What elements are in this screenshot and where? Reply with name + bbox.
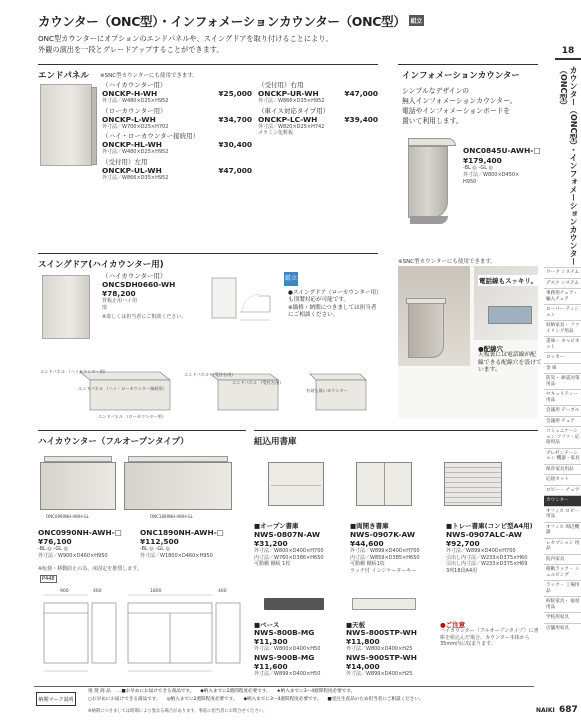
side-nav-item[interactable]: 院内家具 xyxy=(544,554,581,565)
product-row xyxy=(258,89,378,98)
product-code: ONCKP-UR-WH xyxy=(258,89,319,98)
desc-line: 無人インフォメーションカウンター。 xyxy=(402,97,517,105)
legend-cell: ◎納入までに2週間程度必要です。 xyxy=(166,697,238,702)
product-code: ONCKP-UL-WH xyxy=(102,165,162,175)
product-price: ¥11,300 xyxy=(254,637,288,646)
swing-door-price: ¥78,200 xyxy=(102,289,136,298)
legend-label: 納期マーク説明 xyxy=(36,692,76,706)
dim-label: 1800 xyxy=(150,589,162,594)
side-nav-item[interactable]: ラック・ 工場用品 xyxy=(544,580,581,596)
end-panel-item xyxy=(102,107,252,131)
high-counter-price-2: ¥112,500 xyxy=(140,537,179,546)
end-panel-list-left xyxy=(102,81,252,183)
chapter-vertical-title: カウンター（ONC型）・インフォメーションカウンター（ONC型） xyxy=(559,66,578,266)
storage-dims: 外寸法／W800×D400×H700 xyxy=(254,548,324,554)
info-counter-colors: -BL ◎ -GL ◎ xyxy=(463,165,493,171)
product-dims: 外寸法／W866×D35×H952 xyxy=(258,98,325,104)
side-nav-item[interactable]: 防災・ 耐震対策用品 xyxy=(544,373,581,389)
swing-door-name: （ハイカウンター用） xyxy=(102,272,167,280)
high-counter-image-1 xyxy=(40,456,120,512)
info-counter-note: ※SNC型カウンターにも使用できます。 xyxy=(398,259,496,265)
option-line: にご相談ください。 xyxy=(288,311,339,318)
caution-title: ●ご注意 xyxy=(440,621,466,629)
page-title: カウンター（ONC型）・インフォメーションカウンター（ONC型） 組立 xyxy=(38,14,422,29)
side-nav-item[interactable]: コミュニケーション ソファ・応接用品 xyxy=(544,426,581,448)
product-dims: 外寸法／W700×D25×H702 xyxy=(102,123,169,130)
side-nav-item[interactable]: ローパー ティション xyxy=(544,304,581,320)
tray-storage-image xyxy=(438,458,518,514)
info-counter-desc xyxy=(402,86,516,126)
side-nav-item[interactable]: 事務用チェア・ 輸入チェア xyxy=(544,288,581,304)
product-dims: 外寸法／W800×D400×H25 xyxy=(346,646,413,652)
side-nav-item[interactable]: 保育家具用品 xyxy=(544,464,581,475)
legend-cell: ◆納入までに2週間程度必要です。 xyxy=(200,689,271,694)
dim-label: 460 xyxy=(93,589,102,594)
option-line: ●スイングドア（ローカウンター用） xyxy=(288,290,382,296)
legend-rows xyxy=(88,688,538,704)
high-counter-image-2 xyxy=(124,456,236,512)
divider xyxy=(398,64,538,65)
base-type: ■ベース xyxy=(254,621,280,629)
product-row xyxy=(102,89,252,98)
product-name: （ローカウンター用） xyxy=(102,106,167,115)
storage-dims: ラッチ付 インジケーターキー xyxy=(350,567,417,574)
storage-dims: 引出し内寸法／W233×D375×H69 xyxy=(446,561,528,567)
storage-type: ■両開き書庫 xyxy=(350,522,389,530)
storage-code: NWS-0907ALC-AW xyxy=(446,530,522,539)
product-name: （車イス対応タイプ用） xyxy=(258,106,330,115)
top-type: ■天板 xyxy=(346,621,366,629)
storage-dims: 可動棚 棚板1枚 xyxy=(350,561,385,567)
product-price: ¥11,800 xyxy=(346,637,380,646)
page-number: 687 xyxy=(559,705,578,715)
info-counter-dims xyxy=(463,172,519,185)
product-price: ¥11,600 xyxy=(254,661,288,671)
base-image xyxy=(264,598,324,610)
side-nav-item[interactable]: カウンター xyxy=(544,495,581,506)
info-counter-photos xyxy=(398,266,538,418)
side-nav-item[interactable]: 店舗用家具 xyxy=(544,623,581,634)
storage-price: ¥44,600 xyxy=(350,539,384,548)
storage-dims: 3列18段A4用 xyxy=(446,567,478,574)
side-nav-item[interactable]: 書庫・ キャビネット xyxy=(544,336,581,352)
side-nav-item[interactable]: 移動ラック・ シェルビング xyxy=(544,564,581,580)
desc-line: 電話やインフォメーションボードを xyxy=(402,107,511,115)
product-name: （ハイ・ローカウンター接続用） xyxy=(102,132,200,140)
storage-code: NWS-0807N-AW xyxy=(254,530,321,539)
legend-cell: 推 奨 商 品 xyxy=(88,689,111,694)
product-dims: 外寸法／W899×D400×H50 xyxy=(254,670,321,677)
product-price: ¥25,000 xyxy=(218,89,252,98)
diagram-label: エンドパネル （受付右用） xyxy=(184,372,236,377)
legend-cell: ○お早めにお届けできる商品です。 xyxy=(88,697,161,702)
side-nav-item[interactable]: デスク システム xyxy=(544,278,581,289)
swing-door-title: スイングドア(ハイカウンター用) xyxy=(38,260,164,270)
product-price: ¥39,400 xyxy=(344,114,378,124)
divider xyxy=(38,253,378,254)
wiring-title: ●配線穴 xyxy=(478,345,504,353)
legend-cell: ◆納入までに3〜4週間程度必要です。 xyxy=(243,697,322,702)
top-items xyxy=(346,628,417,677)
caution-line: 35mm内に収まります。 xyxy=(440,641,496,647)
product-price: ¥30,400 xyxy=(218,140,252,149)
desc-line: シンプルなデザインの xyxy=(402,87,470,95)
end-panel-item xyxy=(102,81,252,105)
option-line: ※価格・納期につきましては担当者 xyxy=(288,304,377,311)
high-counter-code-2: ONC1890NH-AWH-□ xyxy=(140,528,224,537)
product-price: ¥47,000 xyxy=(218,165,252,175)
side-nav-item[interactable]: ロッカー xyxy=(544,352,581,363)
storage-price: ¥92,700 xyxy=(446,539,480,548)
storage-type: ■トレー書庫(コンビ型A4用) xyxy=(446,522,533,530)
info-counter-code: ONC0845U-AWH-□ xyxy=(463,146,541,155)
caution-line: 庫を組込んだ場合、カウンター本体から xyxy=(440,634,530,641)
storage-code: NWS-0907K-AW xyxy=(350,530,415,539)
divider xyxy=(38,430,246,431)
side-nav-item[interactable]: 金 庫 xyxy=(544,363,581,374)
legend-cell: ★納入までに3〜4週間程度必要です。 xyxy=(276,689,356,694)
swing-door-options xyxy=(288,290,382,319)
info-counter-image xyxy=(408,138,456,226)
base-items xyxy=(254,628,320,677)
product-name: （受付用）右用 xyxy=(258,81,304,89)
dims-line: H950 xyxy=(463,178,477,185)
divider xyxy=(254,430,538,431)
storage-item xyxy=(446,521,538,574)
dim-label: 460 xyxy=(218,589,227,594)
high-counter-drawings xyxy=(38,587,248,679)
wiring-desc xyxy=(478,352,542,375)
diagram-label: エンドパネル （ハイ・ローカウンター接続用） xyxy=(78,386,167,391)
high-counter-price-1: ¥76,100 xyxy=(38,537,72,546)
end-panel-note: ※SNC型カウンターにも使用できます。 xyxy=(100,73,198,79)
wiring-line: います。 xyxy=(478,367,501,373)
side-nav-item[interactable]: ワーク システム xyxy=(544,267,581,278)
end-panel-item xyxy=(258,107,378,137)
high-counter-note: ※転倒・移動防止の為、床固定を推奨します。 xyxy=(38,566,142,572)
high-counter-code-1: ONC0990NH-AWH-□ xyxy=(38,528,122,537)
intro-text: ONC型カウンターにオプションのエンドパネルや、スイングドアを取り付けることにより、 外観の演出を一段とグレードアップすることができます。 xyxy=(38,34,333,54)
wiring-line: 線できる配線穴を設けて xyxy=(478,359,542,366)
swing-door-note: ※扉しくは担当者にご相談ください。 xyxy=(102,314,187,320)
desc-line: 置いて利用します。 xyxy=(402,117,463,125)
chapter-number: 18 xyxy=(555,46,581,60)
storage-dims: 引出し内寸法／W233×D375×H60 xyxy=(446,554,528,561)
product-code: ONCKP-LC-WH xyxy=(258,114,318,124)
product-name: （ハイカウンター用） xyxy=(102,81,167,89)
side-nav-item[interactable]: セキュリティー 用品 xyxy=(544,389,581,405)
product-code: ONCKP-H-WH xyxy=(102,89,158,98)
storage-price: ¥31,200 xyxy=(254,539,288,548)
product-code: ONCKP-L-WH xyxy=(102,114,156,124)
diagram-label: 有効も低いカウンター xyxy=(306,388,348,393)
assembly-badge: 組立 xyxy=(409,15,424,26)
wiring-line: 天板裏には電話線が配 xyxy=(478,352,536,358)
spec-line: 背板止用ハイ用 xyxy=(102,298,138,304)
product-dims: 外寸法／W480×D25×H952 xyxy=(102,149,169,155)
dim-label: 900 xyxy=(60,589,69,594)
storage-dims: 可動棚 棚板 1枚 xyxy=(254,561,291,567)
side-nav-item[interactable]: オフィス 周辺機器 xyxy=(544,522,581,538)
product-price: ¥47,000 xyxy=(344,89,378,98)
storage-title: 組込用書庫 xyxy=(254,437,297,447)
side-nav-item[interactable]: プレゼンテーション 機器・家具 xyxy=(544,448,581,464)
product-dims: 外寸法／W480×D25×H952 xyxy=(102,98,169,104)
high-counter-dims-2: 外寸法／W1800×D460×H950 xyxy=(140,553,213,559)
open-storage-image xyxy=(262,458,334,514)
spec-line: 扉 xyxy=(102,304,108,311)
product-dims: 外寸法／W866×D35×H952 xyxy=(102,174,169,181)
end-panel-list-right xyxy=(258,81,378,139)
swing-door-code: ONCSDH0660-WH xyxy=(102,280,176,289)
info-counter-title: インフォメーションカウンター xyxy=(402,71,520,81)
storage-dims: 外寸法／W899×D400×H700 xyxy=(350,548,420,554)
legend-footnote: ※納期につきましては時期により異なる場合があります。事前に担当者にお問合せください。 xyxy=(88,709,268,714)
product-price: ¥14,000 xyxy=(346,661,380,671)
storage-type: ■オープン書庫 xyxy=(254,522,299,530)
legend-cell: ■受注生産品のため担当者にご相談ください。 xyxy=(327,697,424,702)
product-code: NWS-800B-MG xyxy=(254,628,315,637)
swing-door-badge: 組立 xyxy=(284,272,298,286)
storage-dims: 内寸法／W760×D386×H650 xyxy=(254,554,324,561)
end-panel-item xyxy=(102,132,252,156)
product-row xyxy=(102,140,252,149)
side-nav-item[interactable]: 病院家具・ 福祉用品 xyxy=(544,596,581,612)
option-line: も別製対応が可能です。 xyxy=(288,297,350,304)
high-counter-colors-1: -BL ◎ -GL ◎ xyxy=(38,546,68,552)
storage-dims: 外寸法／W899×D400×H700 xyxy=(446,548,516,554)
side-nav-item[interactable]: 会議用 テーブル xyxy=(544,405,581,416)
diagram-label: エンドパネル （ローカウンター用） xyxy=(98,414,166,419)
top-image xyxy=(352,598,416,610)
product-dims: 外寸法／W820×D25×H742 xyxy=(258,123,325,130)
side-nav-item[interactable]: ロビー・ チェア xyxy=(544,485,581,496)
end-panel-image xyxy=(40,84,92,166)
end-panel-item xyxy=(258,81,378,105)
door-storage-image xyxy=(350,458,422,514)
high-counter-title: ハイカウンター（フルオープンタイプ） xyxy=(38,437,189,447)
info-counter-callout: 電話線もスッキリ。 xyxy=(479,277,538,285)
product-row xyxy=(102,115,252,124)
divider xyxy=(38,64,378,65)
diagram-label: エンドパネル （ハイカウンター用） xyxy=(40,369,108,374)
side-nav-item[interactable]: 収納家具・ ファイリング用品 xyxy=(544,320,581,336)
product-code: NWS-800STP-WH xyxy=(346,628,417,637)
product-dims: 外寸法／W800×D400×H50 xyxy=(254,646,321,652)
swing-door-image xyxy=(42,275,90,339)
dims-line: 外寸法／W800×D450× xyxy=(463,172,520,178)
diagram-label: エンドパネル （受付左用） xyxy=(232,380,284,385)
product-row xyxy=(102,166,252,175)
side-nav-item[interactable]: 応接セット xyxy=(544,474,581,485)
legend-row xyxy=(88,696,538,704)
end-panel-item xyxy=(102,158,252,182)
page-ref-link[interactable]: P448 xyxy=(42,576,55,582)
storage-item xyxy=(254,521,346,574)
product-code: ONCKP-HL-WH xyxy=(102,140,162,149)
side-nav xyxy=(544,267,581,712)
end-panel-title: エンドパネル xyxy=(38,71,89,81)
product-material: メラミン化粧板 xyxy=(258,130,294,136)
high-counter-caption-1: ONC0990NH-AWH-GL xyxy=(46,514,89,519)
swing-door-diagram xyxy=(210,272,282,336)
side-nav-item[interactable]: 会議用 チェア xyxy=(544,416,581,427)
product-code: NWS-900B-MG xyxy=(254,652,315,662)
side-nav-item[interactable]: 学校用家具 xyxy=(544,612,581,623)
storage-items xyxy=(254,521,540,574)
product-row xyxy=(258,115,378,124)
product-code: NWS-900STP-WH xyxy=(346,652,417,662)
info-counter-price: ¥179,400 xyxy=(463,156,502,165)
product-name: （受付用）左用 xyxy=(102,157,148,166)
high-counter-caption-2: ONC1890NH-AWH-GL xyxy=(150,514,193,519)
storage-dims: 内寸法／W859×D385×H650 xyxy=(350,554,420,561)
brand: NAIKI xyxy=(536,707,555,714)
caution-text xyxy=(440,628,539,648)
high-counter-colors-2: -BL ◎ -GL ◎ xyxy=(140,546,170,552)
side-nav-item[interactable]: オフィス ロビー用品 xyxy=(544,506,581,522)
product-price: ¥34,700 xyxy=(218,114,252,124)
caution-line: ハイカウンター（フルオープンタイプ）に書 xyxy=(440,628,539,634)
storage-item xyxy=(350,521,442,574)
high-counter-dims-1: 外寸法／W900×D460×H950 xyxy=(38,553,108,559)
legend-row xyxy=(88,688,538,696)
side-nav-item[interactable]: レセプション 用品 xyxy=(544,538,581,554)
swing-door-spec xyxy=(102,298,137,311)
product-dims: 外寸法／W899×D400×H25 xyxy=(346,670,413,677)
legend-cell: …■お早めにお届けできる商品です。 xyxy=(116,689,195,694)
